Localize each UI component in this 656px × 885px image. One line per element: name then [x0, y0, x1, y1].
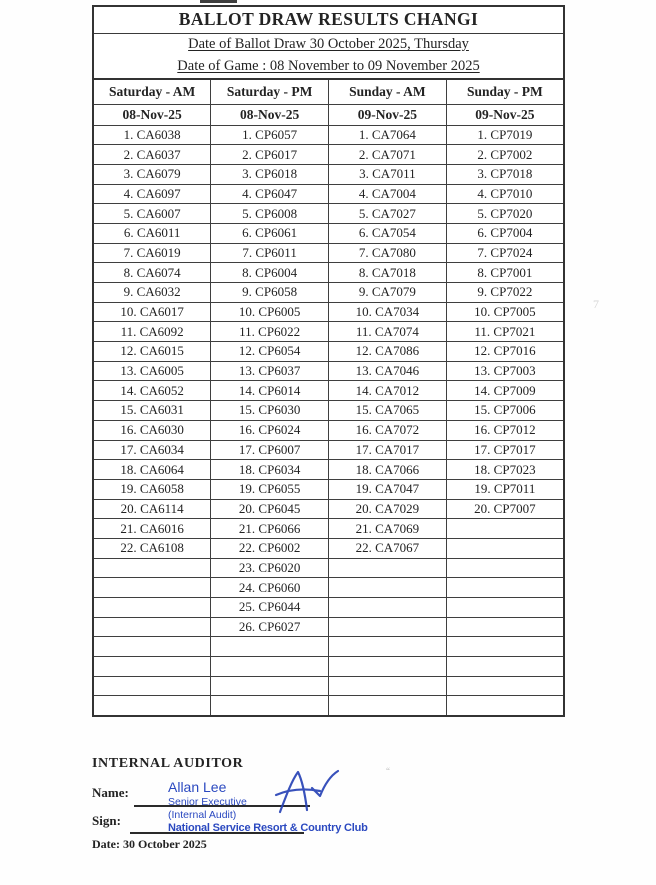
result-cell: 21. CP6066	[211, 519, 329, 539]
result-row	[93, 263, 564, 283]
scan-artifact-smudge: 7	[593, 297, 599, 311]
result-cell: 16. CA7072	[329, 420, 447, 440]
result-cell: 11. CA6092	[93, 322, 211, 342]
result-cell: 21. CA7069	[329, 519, 447, 539]
result-row	[93, 204, 564, 224]
result-cell: 21. CA6016	[93, 519, 211, 539]
result-cell: 18. CA6064	[93, 460, 211, 480]
column-date: 08-Nov-25	[93, 104, 211, 125]
result-cell: 3. CP6018	[211, 164, 329, 184]
result-cell: 15. CP7006	[446, 401, 564, 421]
result-row	[93, 164, 564, 184]
result-cell: 5. CA6007	[93, 204, 211, 224]
ballot-draw-date-row	[94, 34, 563, 56]
ballot-results-table	[92, 78, 565, 717]
result-cell: 19. CP6055	[211, 479, 329, 499]
handwritten-signature	[274, 768, 344, 816]
column-date: 08-Nov-25	[211, 104, 329, 125]
result-cell	[446, 519, 564, 539]
result-cell: 5. CP6008	[211, 204, 329, 224]
result-row	[93, 617, 564, 637]
result-cell: 23. CP6020	[211, 558, 329, 578]
result-row	[93, 696, 564, 716]
result-cell: 25. CP6044	[211, 598, 329, 618]
result-cell: 6. CP6061	[211, 223, 329, 243]
ballot-draw-date-text: Date of Ballot Draw 30 October 2025, Thursday	[188, 36, 469, 52]
result-cell: 4. CP6047	[211, 184, 329, 204]
result-cell: 3. CA6079	[93, 164, 211, 184]
result-cell	[93, 657, 211, 677]
result-cell: 3. CA7011	[329, 164, 447, 184]
sign-label: Sign:	[92, 813, 121, 828]
result-cell	[93, 676, 211, 696]
result-cell: 5. CA7027	[329, 204, 447, 224]
result-cell: 4. CP7010	[446, 184, 564, 204]
stamp-auditor-title: Senior Executive	[168, 796, 247, 808]
result-cell	[446, 696, 564, 716]
result-cell: 19. CA7047	[329, 479, 447, 499]
result-row	[93, 243, 564, 263]
result-cell: 9. CP6058	[211, 283, 329, 303]
result-cell: 14. CA7012	[329, 381, 447, 401]
result-cell: 10. CP7005	[446, 302, 564, 322]
result-row	[93, 125, 564, 145]
result-row	[93, 479, 564, 499]
document-header-box	[92, 5, 565, 80]
result-row	[93, 558, 564, 578]
result-cell: 22. CA7067	[329, 538, 447, 558]
result-cell: 13. CA7046	[329, 361, 447, 381]
result-cell	[446, 617, 564, 637]
result-cell: 26. CP6027	[211, 617, 329, 637]
result-cell	[446, 637, 564, 657]
result-cell: 1. CA7064	[329, 125, 447, 145]
result-cell	[211, 657, 329, 677]
result-cell	[446, 598, 564, 618]
result-cell	[93, 696, 211, 716]
result-row	[93, 440, 564, 460]
result-cell: 8. CP7001	[446, 263, 564, 283]
result-cell: 8. CA6074	[93, 263, 211, 283]
game-date-text: Date of Game : 08 November to 09 November 2025	[177, 58, 480, 74]
result-cell: 1. CP6057	[211, 125, 329, 145]
result-row	[93, 381, 564, 401]
result-cell: 7. CA6019	[93, 243, 211, 263]
result-cell: 9. CP7022	[446, 283, 564, 303]
result-row	[93, 637, 564, 657]
result-cell	[93, 578, 211, 598]
result-cell: 16. CP7012	[446, 420, 564, 440]
result-row	[93, 322, 564, 342]
results-table-head	[93, 79, 564, 125]
column-header: Saturday - PM	[211, 79, 329, 104]
result-row	[93, 302, 564, 322]
result-row	[93, 519, 564, 539]
result-cell: 18. CP7023	[446, 460, 564, 480]
result-cell	[329, 657, 447, 677]
result-cell: 13. CA6005	[93, 361, 211, 381]
result-cell: 2. CA6037	[93, 145, 211, 165]
internal-auditor-section	[92, 756, 565, 866]
stamp-organization: National Service Resort & Country Club	[168, 822, 368, 834]
result-cell: 12. CA6015	[93, 342, 211, 362]
result-row	[93, 145, 564, 165]
result-cell: 19. CP7011	[446, 479, 564, 499]
column-date: 09-Nov-25	[329, 104, 447, 125]
result-cell: 16. CA6030	[93, 420, 211, 440]
result-cell: 7. CA7080	[329, 243, 447, 263]
result-cell: 3. CP7018	[446, 164, 564, 184]
result-cell: 20. CA7029	[329, 499, 447, 519]
result-cell: 20. CP6045	[211, 499, 329, 519]
result-cell: 15. CA7065	[329, 401, 447, 421]
result-row	[93, 361, 564, 381]
result-cell: 17. CA7017	[329, 440, 447, 460]
result-row	[93, 676, 564, 696]
result-cell: 8. CP6004	[211, 263, 329, 283]
result-cell: 16. CP6024	[211, 420, 329, 440]
result-cell: 6. CA7054	[329, 223, 447, 243]
result-row	[93, 460, 564, 480]
result-cell: 12. CP6054	[211, 342, 329, 362]
result-cell: 14. CP6014	[211, 381, 329, 401]
result-cell: 14. CP7009	[446, 381, 564, 401]
result-cell: 11. CP7021	[446, 322, 564, 342]
result-cell: 18. CP6034	[211, 460, 329, 480]
column-header: Sunday - PM	[446, 79, 564, 104]
result-cell: 7. CP7024	[446, 243, 564, 263]
scan-artifact-top-edge	[200, 0, 237, 3]
auditor-section-title: INTERNAL AUDITOR	[92, 756, 244, 771]
result-cell	[446, 578, 564, 598]
result-cell	[211, 676, 329, 696]
result-cell: 1. CA6038	[93, 125, 211, 145]
result-cell	[446, 538, 564, 558]
stamp-auditor-name: Allan Lee	[168, 779, 227, 795]
result-cell: 4. CA7004	[329, 184, 447, 204]
name-label: Name:	[92, 785, 129, 800]
result-row	[93, 420, 564, 440]
result-cell: 17. CP6007	[211, 440, 329, 460]
result-cell: 12. CP7016	[446, 342, 564, 362]
game-date-row	[94, 56, 563, 78]
result-cell	[93, 558, 211, 578]
result-cell: 9. CA7079	[329, 283, 447, 303]
result-cell: 9. CA6032	[93, 283, 211, 303]
result-row	[93, 184, 564, 204]
result-cell: 1. CP7019	[446, 125, 564, 145]
result-row	[93, 401, 564, 421]
result-cell: 2. CP6017	[211, 145, 329, 165]
result-cell	[93, 617, 211, 637]
result-cell: 13. CP7003	[446, 361, 564, 381]
result-row	[93, 598, 564, 618]
result-cell: 17. CP7017	[446, 440, 564, 460]
result-row	[93, 538, 564, 558]
result-row	[93, 342, 564, 362]
result-cell: 17. CA6034	[93, 440, 211, 460]
result-cell	[446, 676, 564, 696]
result-row	[93, 499, 564, 519]
result-cell: 5. CP7020	[446, 204, 564, 224]
result-cell	[329, 558, 447, 578]
result-cell: 2. CP7002	[446, 145, 564, 165]
result-cell	[446, 558, 564, 578]
result-cell	[329, 578, 447, 598]
result-cell	[329, 617, 447, 637]
result-cell: 15. CP6030	[211, 401, 329, 421]
result-cell: 8. CA7018	[329, 263, 447, 283]
scan-artifact-quote: “	[386, 766, 390, 776]
document-title: BALLOT DRAW RESULTS CHANGI	[94, 7, 563, 34]
result-row	[93, 283, 564, 303]
result-cell: 18. CA7066	[329, 460, 447, 480]
result-cell: 10. CP6005	[211, 302, 329, 322]
result-cell: 12. CA7086	[329, 342, 447, 362]
result-cell: 20. CA6114	[93, 499, 211, 519]
column-date: 09-Nov-25	[446, 104, 564, 125]
result-cell: 6. CP7004	[446, 223, 564, 243]
result-cell	[329, 637, 447, 657]
result-cell: 20. CP7007	[446, 499, 564, 519]
column-header: Sunday - AM	[329, 79, 447, 104]
result-cell: 4. CA6097	[93, 184, 211, 204]
result-cell: 15. CA6031	[93, 401, 211, 421]
result-cell: 22. CP6002	[211, 538, 329, 558]
result-cell: 10. CA6017	[93, 302, 211, 322]
result-cell: 11. CP6022	[211, 322, 329, 342]
result-cell: 24. CP6060	[211, 578, 329, 598]
result-cell: 7. CP6011	[211, 243, 329, 263]
result-cell	[446, 657, 564, 677]
result-cell: 6. CA6011	[93, 223, 211, 243]
result-row	[93, 223, 564, 243]
result-cell: 2. CA7071	[329, 145, 447, 165]
auditor-date: Date: 30 October 2025	[92, 837, 207, 851]
column-header: Saturday - AM	[93, 79, 211, 104]
result-cell	[329, 676, 447, 696]
result-cell	[211, 696, 329, 716]
result-cell: 22. CA6108	[93, 538, 211, 558]
result-cell: 13. CP6037	[211, 361, 329, 381]
result-cell	[211, 637, 329, 657]
result-cell	[93, 598, 211, 618]
result-row	[93, 578, 564, 598]
result-cell	[93, 637, 211, 657]
result-cell	[329, 696, 447, 716]
result-cell: 10. CA7034	[329, 302, 447, 322]
result-cell: 11. CA7074	[329, 322, 447, 342]
result-row	[93, 657, 564, 677]
result-cell	[329, 598, 447, 618]
stamp-auditor-department: (Internal Audit)	[168, 809, 237, 821]
result-cell: 19. CA6058	[93, 479, 211, 499]
results-table-body	[93, 125, 564, 716]
result-cell: 14. CA6052	[93, 381, 211, 401]
